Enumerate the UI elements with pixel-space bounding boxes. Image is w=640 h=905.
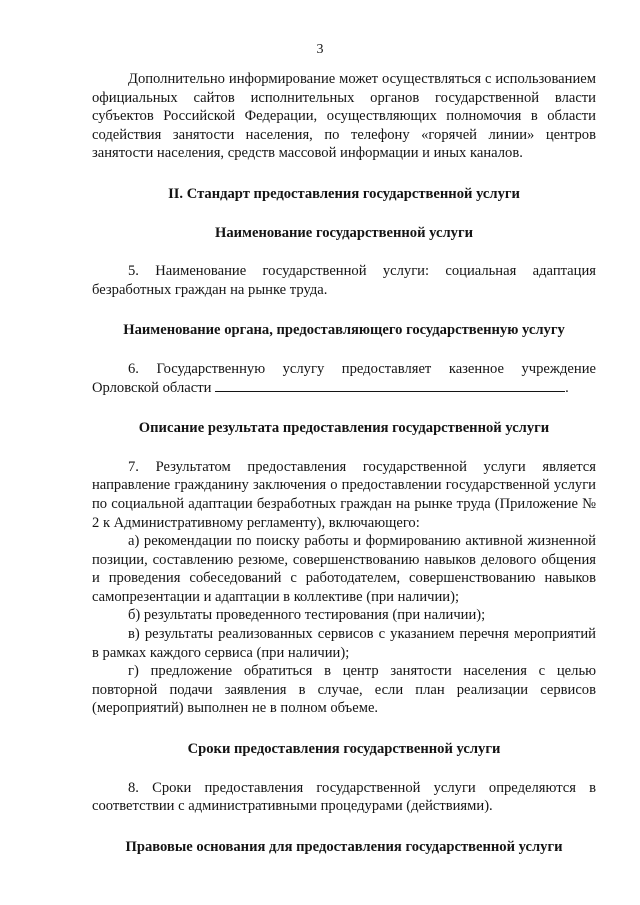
section-title-standard: II. Стандарт предоставления государственной услуги xyxy=(168,185,520,202)
heading-authority-name: Наименование органа, предоставляющего государственную услугу xyxy=(123,322,565,339)
paragraph-7-g: г) предложение обратиться в центр занятости населения с целью повторной подачи заявления в случае, если план реализации сервисов (мероприятий) выполнен не в полном объеме. xyxy=(92,663,596,717)
paragraph-7-v: в) результаты реализованных сервисов с указанием перечня мероприятий в рамках каждого сервиса (при наличии); xyxy=(92,626,596,661)
heading-result-description: Описание результата предоставления государственной услуги xyxy=(138,420,550,437)
document-body xyxy=(92,70,596,876)
paragraph-6 xyxy=(92,360,596,397)
intro-paragraph: Дополнительно информирование может осуществляться с использованием официальных сайтов исполнительных органов государственной власти субъектов Российской Федерации, осуществляющих полномочия в области содействия занятости населения, по телефону «горячей линии» центров занятости населения, средств массовой информации и иных каналов. xyxy=(92,71,596,162)
paragraph-8: 8. Сроки предоставления государственной услуги определяются в соответствии с административными процедурами (действиями). xyxy=(92,779,596,815)
paragraph-6-end: . xyxy=(565,379,569,396)
blank-line xyxy=(215,379,565,392)
paragraph-5: 5. Наименование государственной услуги: социальная адаптация безработных граждан на рынке труда. xyxy=(92,263,596,298)
paragraph-6-text: 6. Государственную услугу предоставляет казенное учреждение Орловской области xyxy=(92,360,596,396)
heading-legal-grounds: Правовые основания для предоставления государственной услуги xyxy=(125,838,563,855)
heading-service-terms: Сроки предоставления государственной услуги xyxy=(187,741,501,758)
page-number: 3 xyxy=(316,42,324,57)
paragraph-7-b: б) результаты проведенного тестирования (при наличии); xyxy=(128,607,486,624)
paragraph-7-a: а) рекомендации по поиску работы и формированию активной жизненной позиции, составлению резюме, совершенствованию навыков делового общения и проведения собеседований с работодателем, совершенствованию навыков самопрезентации и адаптации в коллективе (при наличии); xyxy=(92,533,596,605)
heading-service-name: Наименование государственной услуги xyxy=(215,224,473,241)
paragraph-7: 7. Результатом предоставления государственной услуги является направление гражданину заключения о предоставлении государственной услуги по социальной адаптации безработных граждан на рынке труда (Приложение № 2 к Административному регламенту), включающего: xyxy=(92,458,596,531)
